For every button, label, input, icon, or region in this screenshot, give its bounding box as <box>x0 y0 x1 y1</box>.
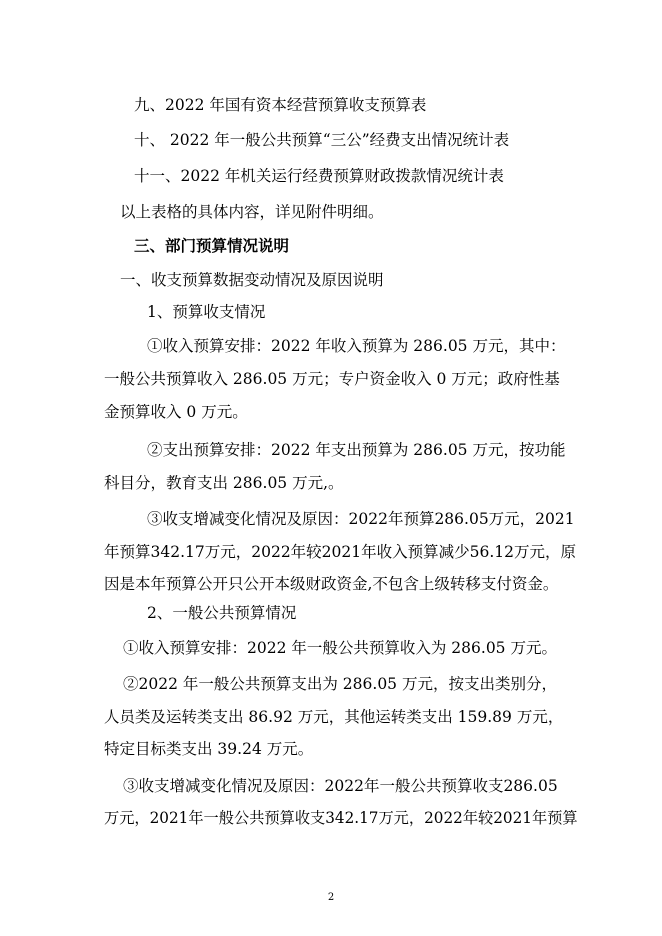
paragraph-line: 人员类及运转类支出 86.92 万元，其他运转类支出 159.89 万元， <box>104 708 564 726</box>
section-heading: 三、部门预算情况说明 <box>134 236 290 255</box>
subheading: 2、一般公共预算情况 <box>147 604 297 622</box>
paragraph-line: ②支出预算安排：2022 年支出预算为 286.05 万元，按功能 <box>147 441 566 459</box>
paragraph-line: 因是本年预算公开只公开本级财政资金,不包含上级转移支付资金。 <box>104 575 559 593</box>
page-number: 2 <box>327 892 335 903</box>
paragraph-line: 一般公共预算收入 286.05 万元；专户资金收入 0 万元；政府性基 <box>104 370 560 388</box>
paragraph-line: ①收入预算安排：2022 年一般公共预算收入为 286.05 万元。 <box>123 639 557 657</box>
subsection-heading: 一、收支预算数据变动情况及原因说明 <box>120 271 384 289</box>
paragraph-line: ②2022 年一般公共预算支出为 286.05 万元，按支出类别分， <box>123 675 557 693</box>
list-item-table-10: 十、 2022 年一般公共预算“三公”经费支出情况统计表 <box>134 131 510 149</box>
paragraph-line: 金预算收入 0 万元。 <box>104 403 248 421</box>
paragraph-line: 以上表格的具体内容，详见附件明细。 <box>120 203 384 221</box>
subheading: 1、预算收支情况 <box>147 303 266 321</box>
list-item-table-11: 十一、2022 年机关运行经费预算财政拨款情况统计表 <box>134 167 504 185</box>
paragraph-line: 特定目标类支出 39.24 万元。 <box>104 740 314 758</box>
paragraph-line: ①收入预算安排：2022 年收入预算为 286.05 万元，其中： <box>147 337 566 355</box>
paragraph-line: ③收支增减变化情况及原因：2022年一般公共预算收支286.05 <box>123 777 558 795</box>
list-item-table-9: 九、2022 年国有资本经营预算收支预算表 <box>134 96 427 114</box>
paragraph-line: 科目分，教育支出 286.05 万元,。 <box>104 474 344 492</box>
paragraph-line: ③收支增减变化情况及原因：2022年预算286.05万元，2021 <box>147 510 575 528</box>
paragraph-line: 年预算342.17万元，2022年较2021年收入预算减少56.12万元，原 <box>104 543 577 561</box>
paragraph-line: 万元，2021年一般公共预算收支342.17万元，2022年较2021年预算 <box>104 809 578 827</box>
